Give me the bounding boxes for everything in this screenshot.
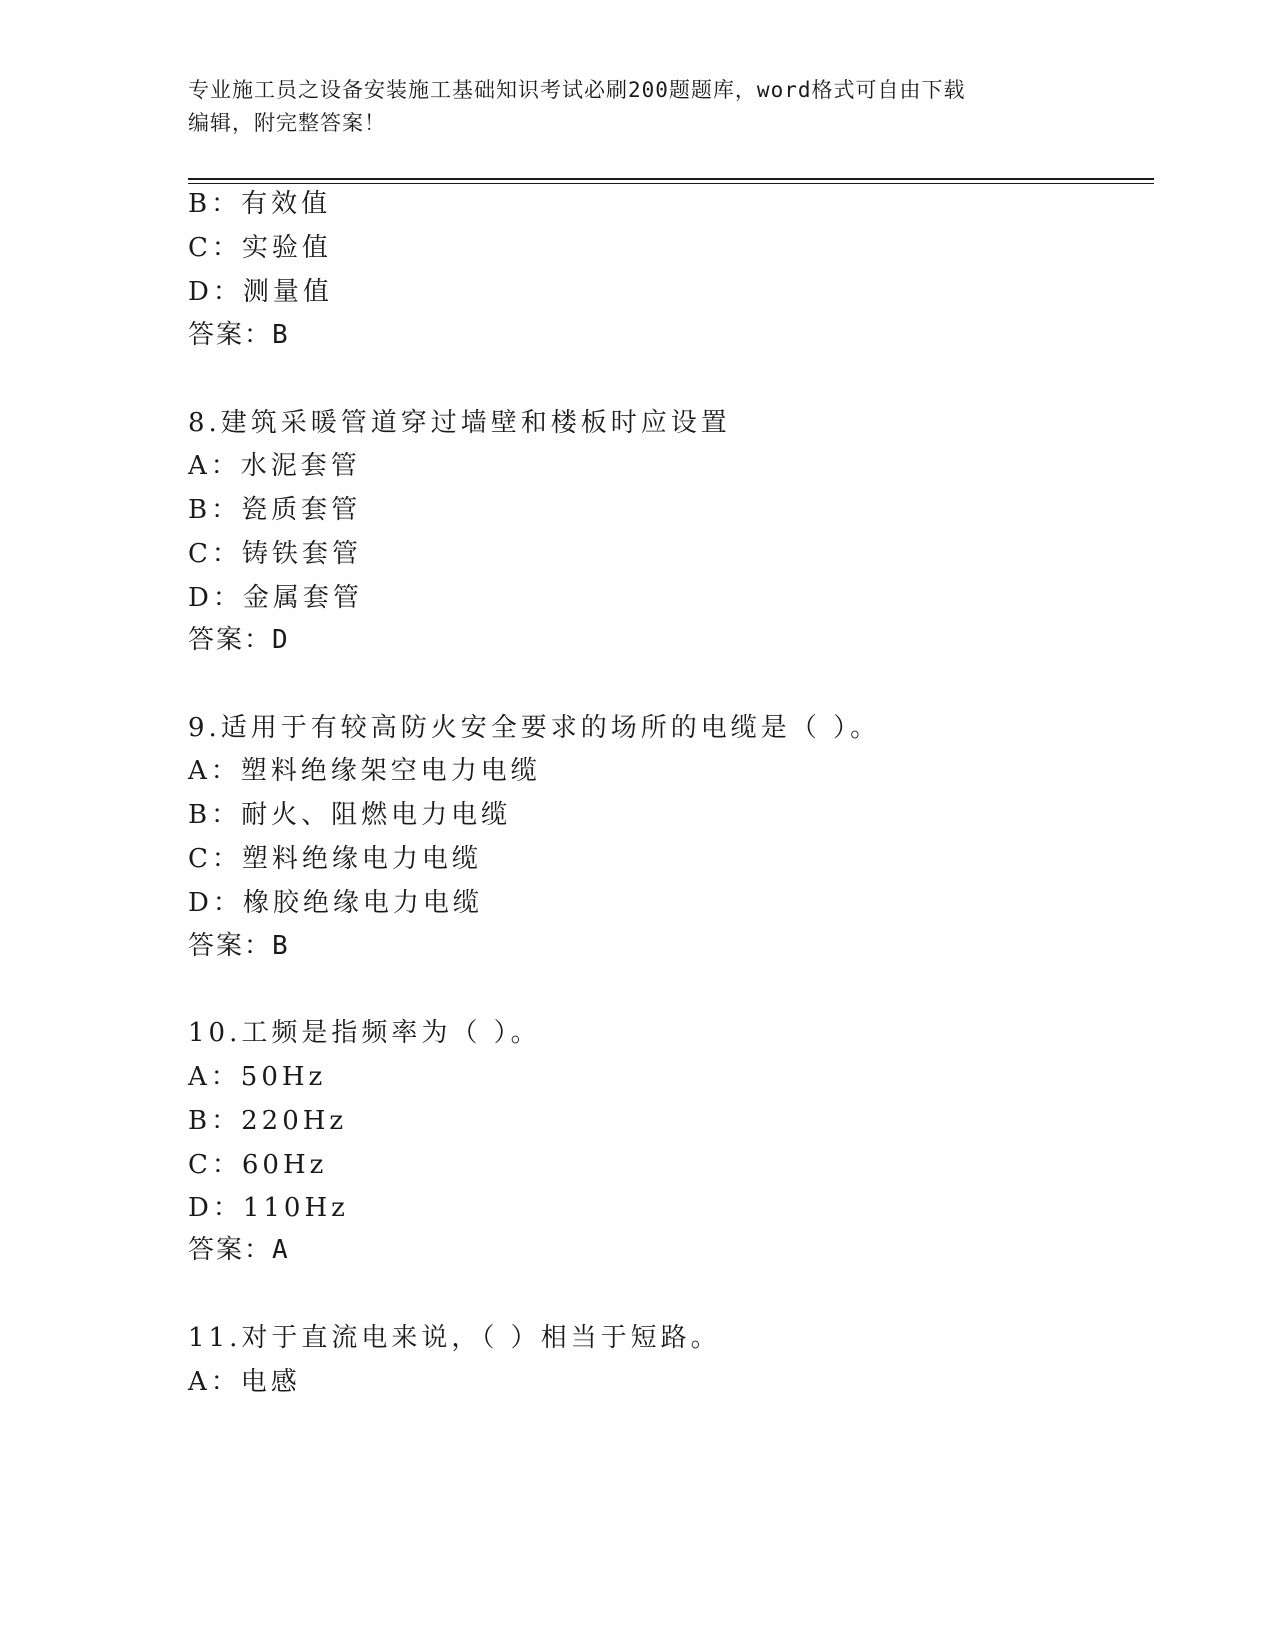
q9-question: 9.适用于有较高防火安全要求的场所的电缆是（ ）。 <box>188 713 881 743</box>
header-divider-thick <box>188 178 1154 180</box>
q9-option-c: C：塑料绝缘电力电缆 <box>188 844 482 874</box>
q8-question: 8.建筑采暖管道穿过墙壁和楼板时应设置 <box>188 408 731 438</box>
q10-question: 10.工频是指频率为（ ）。 <box>188 1018 541 1048</box>
q10-option-c: C：60Hz <box>188 1150 328 1180</box>
q8-option-a: A：水泥套管 <box>188 451 361 481</box>
q8-option-b: B：瓷质套管 <box>188 495 362 525</box>
q9-option-a: A：塑料绝缘架空电力电缆 <box>188 756 541 786</box>
q8-answer: 答案：D <box>188 625 290 655</box>
q10-answer: 答案：A <box>188 1235 290 1265</box>
q9-option-d: D：橡胶绝缘电力电缆 <box>188 888 483 918</box>
q11-option-a: A：电感 <box>188 1367 301 1397</box>
q8-option-c: C：铸铁套管 <box>188 539 362 569</box>
q9-option-b: B：耐火、阻燃电力电缆 <box>188 800 512 830</box>
q7-answer: 答案：B <box>188 320 290 350</box>
header-divider-thin <box>188 183 1154 184</box>
header-title-line-1: 专业施工员之设备安装施工基础知识考试必刷200题题库，word格式可自由下载 <box>188 78 966 102</box>
header-title-line-2: 编辑，附完整答案！ <box>188 111 386 135</box>
q7-option-c: C：实验值 <box>188 233 332 263</box>
q7-option-b: B：有效值 <box>188 189 332 219</box>
document-header <box>188 74 1068 140</box>
q7-option-d: D：测量值 <box>188 277 333 307</box>
q10-option-a: A：50Hz <box>188 1062 327 1092</box>
q10-option-b: B：220Hz <box>188 1106 348 1136</box>
q10-option-d: D：110Hz <box>188 1193 349 1223</box>
q9-answer: 答案：B <box>188 931 290 961</box>
q8-option-d: D：金属套管 <box>188 583 363 613</box>
q11-question: 11.对于直流电来说，（ ）相当于短路。 <box>188 1323 721 1353</box>
